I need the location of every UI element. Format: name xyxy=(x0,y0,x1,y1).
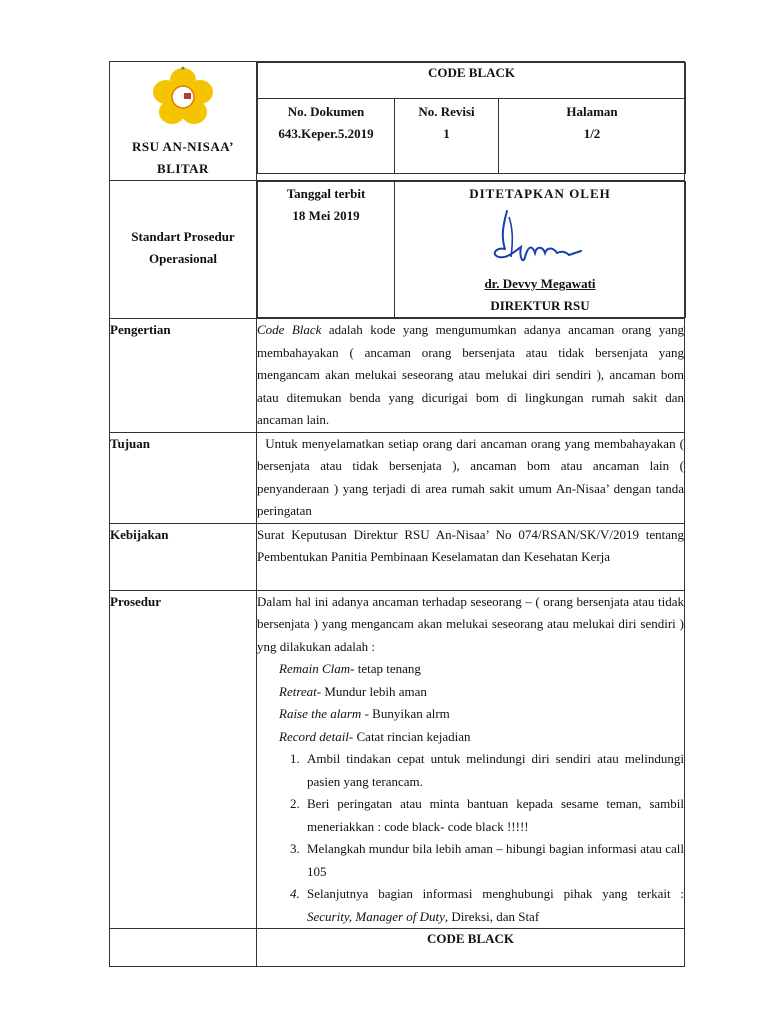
hospital-logo-icon xyxy=(135,64,231,128)
signature-icon xyxy=(485,207,595,273)
pengertian-text: adalah kode yang mengumumkan adanya ancaman orang yang membahayakan ( ancaman orang bersenjata atau tidak bersenjata yang mengancam akan melukai seseorang atau melukai diri sendiri ), ancaman bom atau ditemukan benda yang dicurigai bom di lingkungan rumah sakit dan ancaman lain. xyxy=(257,322,684,427)
approval-cell xyxy=(257,181,685,319)
doc-number: 643.Keper.5.2019 xyxy=(278,126,374,141)
kebijakan-content: Surat Keputusan Direktur RSU An-Nisaa’ No 074/RSAN/SK/V/2019 tentang Pembentukan Panitia Pembinaan Keselamatan dan Kesehatan Kerja xyxy=(257,523,685,590)
procedure-steps xyxy=(257,748,684,928)
prosedur-label: Prosedur xyxy=(110,590,257,929)
prosedur-intro: Dalam hal ini adanya ancaman terhadap seseorang – ( orang bersenjata atau tidak bersenjata ) yang mengancam akan melukai seseorang atau melukai diri sendiri ) yng dilakukan adalah : xyxy=(257,593,684,654)
tujuan-label: Tujuan xyxy=(110,432,257,523)
tujuan-content: Untuk menyelamatkan setiap orang dari ancaman orang yang membahayakan ( bersenjata atau tidak bersenjata ), ancaman bom atau ancaman lain ( penyanderaan ) yang terjadi di area rumah sakit umum An-Nisaa’ dengan tanda peringatan xyxy=(257,432,685,523)
hospital-name: RSU AN-NISAA’ xyxy=(132,139,234,154)
hospital-city: BLITAR xyxy=(157,161,209,176)
procedure-step: 3. Melangkah mundur bila lebih aman – hibungi bagian informasi atau call 105 xyxy=(303,838,684,883)
sop-label-line2: Operasional xyxy=(149,251,217,266)
established-by: DITETAPKAN OLEH xyxy=(469,186,611,201)
page-label: Halaman xyxy=(566,104,618,119)
pengertian-term: Code Black xyxy=(257,322,322,337)
doc-info-cell xyxy=(257,62,685,181)
pengertian-content xyxy=(257,319,685,433)
hospital-cell xyxy=(110,62,257,181)
sop-table xyxy=(109,61,688,967)
race-item: Retreat- Mundur lebih aman xyxy=(279,683,427,699)
doc-title: CODE BLACK xyxy=(258,63,686,99)
doc-number-label: No. Dokumen xyxy=(287,104,365,119)
race-item: Raise the alarm - Bunyikan alrm xyxy=(279,706,450,721)
footer-title: CODE BLACK xyxy=(257,929,685,967)
sop-label-line1: Standart Prosedur xyxy=(131,229,235,244)
signer-title: DIREKTUR RSU xyxy=(490,298,590,313)
procedure-step: 4. Selanjutnya bagian informasi menghubungi pihak yang terkait : Security, Manager of Duty, Direksi, dan Staf xyxy=(303,883,684,928)
signer-name: dr. Devvy Megawati xyxy=(484,276,596,291)
page-number: 1/2 xyxy=(583,126,601,141)
footer-left-cell xyxy=(110,929,257,967)
issue-date: 18 Mei 2019 xyxy=(292,208,360,223)
race-item: Record detail- Catat rincian kejadian xyxy=(279,728,471,744)
kebijakan-label: Kebijakan xyxy=(110,523,257,590)
issue-date-label: Tanggal terbit xyxy=(286,186,366,201)
sop-label-cell xyxy=(110,181,257,319)
procedure-step: 2. Beri peringatan atau minta bantuan kepada sesame teman, sambil meneriakkan : code black- code black !!!!! xyxy=(303,793,684,838)
pengertian-label: Pengertian xyxy=(110,319,257,433)
revision-number: 1 xyxy=(443,126,450,141)
revision-label: No. Revisi xyxy=(418,104,475,119)
race-item: Remain Clam- tetap tenang xyxy=(279,661,421,676)
procedure-step: 1. Ambil tindakan cepat untuk melindungi diri sendiri atau melindungi pasien yang terancam. xyxy=(303,748,684,793)
sop-document xyxy=(109,61,688,967)
prosedur-content xyxy=(257,590,685,929)
